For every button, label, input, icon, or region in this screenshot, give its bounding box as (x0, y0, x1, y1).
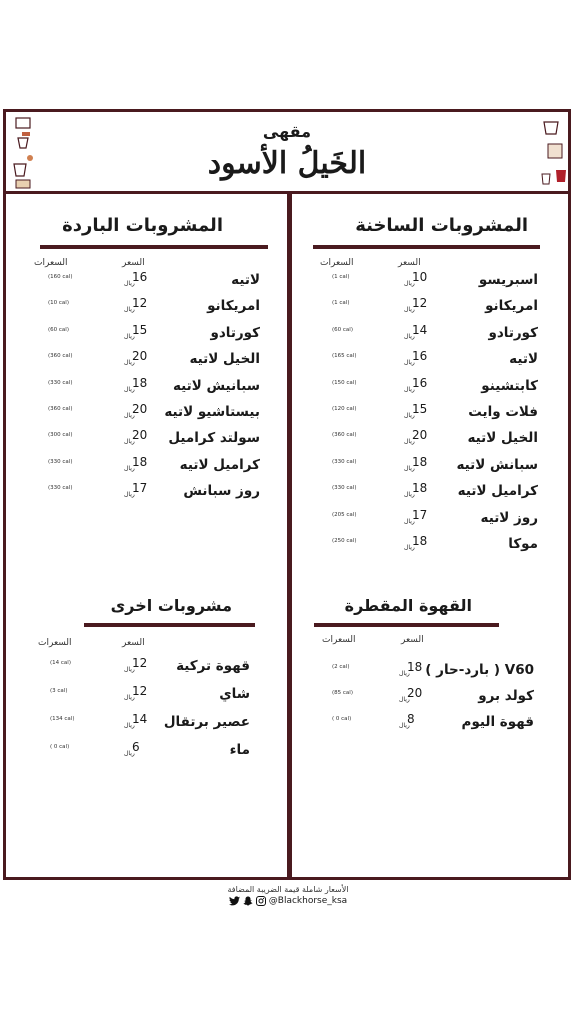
vat-note: الأسعار شاملة قيمة الضريبة المضافة (227, 885, 349, 894)
item-calories: (300 cal) (48, 432, 73, 439)
other-menu-item (6, 714, 568, 738)
other-menu-item (6, 686, 568, 710)
item-name: الخيل لاتيه (467, 430, 538, 447)
hot-price-header: السعر (398, 258, 421, 268)
item-calories: (330 cal) (48, 458, 73, 465)
cold-menu-item (6, 454, 568, 481)
item-price: 15 (132, 322, 148, 337)
item-price: 18 (412, 454, 428, 469)
item-price: 18 (412, 481, 428, 496)
item-name: امريكانو (485, 298, 538, 315)
item-calories: (360 cal) (48, 406, 73, 412)
currency-label: ريال (404, 385, 415, 393)
cold-menu-item (6, 298, 568, 322)
item-price: 18 (132, 454, 148, 469)
item-name: بيستاشيو لاتيه (164, 404, 260, 420)
cold-menu-item (6, 483, 568, 507)
item-calories: (360 cal) (332, 432, 357, 439)
item-calories: (3 cal) (50, 688, 68, 694)
item-name: قهوة تركية (176, 658, 250, 674)
item-name: كراميل لاتيه (179, 456, 260, 473)
currency-label: ريال (124, 385, 135, 393)
item-name: موكا (508, 536, 538, 552)
cold-drinks-bar (40, 245, 268, 249)
item-calories: (330 cal) (332, 485, 357, 492)
item-calories: (330 cal) (48, 379, 73, 386)
cold-menu-item (6, 404, 568, 428)
item-calories: (330 cal) (48, 485, 73, 492)
item-price: 20 (132, 402, 148, 416)
menu-header (6, 112, 568, 194)
currency-label: ريال (404, 280, 415, 287)
other-menu-item (6, 742, 568, 766)
item-calories: (205 cal) (332, 511, 357, 518)
cold-price-header: السعر (122, 258, 145, 268)
item-calories: ( 0 cal) (50, 744, 70, 750)
item-price: 20 (132, 349, 148, 364)
snapchat-icon[interactable] (243, 896, 253, 906)
currency-label: ريال (404, 517, 415, 525)
item-calories: (160 cal) (48, 274, 73, 280)
item-name: فلات وايت (468, 404, 538, 420)
item-calories: (60 cal) (332, 326, 353, 333)
item-calories: (14 cal) (50, 660, 71, 666)
item-price: 18 (412, 534, 428, 548)
currency-label: ريال (399, 722, 410, 729)
cold-menu-item (6, 272, 568, 296)
item-name: قهوة اليوم (461, 714, 534, 730)
currency-label: ريال (399, 670, 410, 677)
twitter-icon[interactable] (229, 896, 240, 906)
item-price: 12 (132, 656, 148, 670)
drip-price-header: السعر (401, 635, 424, 645)
item-calories: (2 cal) (332, 664, 350, 670)
item-name: شاي (219, 686, 250, 702)
item-calories: (85 cal) (332, 690, 353, 696)
currency-label: ريال (124, 491, 135, 499)
item-price: 16 (132, 270, 148, 284)
item-calories: (330 cal) (332, 458, 357, 465)
item-price: 20 (407, 686, 423, 700)
currency-label: ريال (124, 464, 135, 472)
item-price: 12 (132, 296, 148, 311)
item-price: 6 (132, 740, 140, 754)
cold-menu-item (6, 322, 568, 349)
drip-cal-header: السعرات (322, 635, 356, 645)
hot-drinks-title: المشروبات الساخنة (355, 215, 528, 236)
currency-label: ريال (124, 694, 135, 701)
currency-label: ريال (124, 750, 135, 757)
hot-menu-item (6, 507, 568, 534)
item-calories: (10 cal) (48, 300, 69, 307)
cold-drinks-title: المشروبات الباردة (62, 215, 223, 236)
cold-cal-header: السعرات (34, 258, 68, 268)
item-name: كورتادو (488, 324, 538, 341)
item-calories: (150 cal) (332, 379, 357, 386)
item-name: سبانش لاتيه (456, 456, 538, 473)
cold-menu-item (6, 430, 568, 454)
hot-drinks-bar (313, 245, 540, 249)
hot-menu-item (6, 536, 568, 560)
cold-menu-item (6, 351, 568, 375)
instagram-icon[interactable] (256, 896, 266, 906)
item-calories: (134 cal) (50, 716, 75, 722)
currency-label: ريال (404, 306, 415, 314)
item-name: لاتيه (509, 351, 538, 368)
currency-label: ريال (124, 438, 135, 446)
drip-coffee-title: القهوة المقطرة (344, 596, 472, 615)
social-bar (0, 896, 576, 906)
currency-label: ريال (124, 722, 135, 729)
item-price: 12 (132, 684, 148, 698)
item-price: 12 (412, 296, 428, 311)
item-price: 16 (412, 375, 428, 390)
cafe-label: مقهى (262, 122, 312, 141)
currency-label: ريال (399, 696, 410, 703)
item-price: 16 (412, 349, 428, 364)
currency-label: ريال (404, 438, 415, 446)
menu-frame (3, 109, 571, 880)
currency-label: ريال (124, 306, 135, 314)
item-price: 8 (407, 712, 415, 726)
other-drinks-title: مشروبات اخرى (110, 596, 232, 615)
cafe-name: الخَيلُ الأسود (207, 146, 367, 181)
currency-label: ريال (404, 491, 415, 499)
other-drinks-bar (84, 623, 255, 627)
other-cal-header: السعرات (38, 638, 72, 648)
currency-label: ريال (404, 544, 415, 551)
currency-label: ريال (404, 464, 415, 472)
currency-label: ريال (404, 359, 415, 367)
other-price-header: السعر (122, 638, 145, 648)
hot-cal-header: السعرات (320, 258, 354, 268)
currency-label: ريال (124, 666, 135, 673)
item-calories: (60 cal) (48, 326, 69, 333)
item-price: 18 (132, 375, 148, 390)
item-calories: (120 cal) (332, 406, 357, 412)
item-price: 18 (407, 660, 423, 674)
item-price: 14 (412, 322, 428, 337)
item-name: سولتد كراميل (168, 430, 260, 447)
item-name: روز سبانش (183, 483, 260, 500)
item-name: V60 ( بارد-حار ) (425, 662, 534, 678)
item-name: كولد برو (478, 688, 534, 704)
item-calories: (360 cal) (48, 353, 73, 360)
item-name: لاتيه (231, 272, 260, 288)
social-handle[interactable]: @Blackhorse_ksa (268, 896, 348, 906)
item-price: 17 (412, 507, 428, 522)
item-price: 17 (132, 481, 148, 496)
item-name: كراميل لاتيه (457, 483, 538, 500)
item-name: ماء (229, 742, 250, 758)
other-menu-item (6, 658, 568, 682)
currency-label: ريال (124, 280, 135, 287)
item-price: 20 (132, 428, 148, 443)
item-name: الخيل لاتيه (189, 351, 260, 368)
item-price: 20 (412, 428, 428, 443)
currency-label: ريال (124, 359, 135, 367)
item-price: 15 (412, 402, 428, 416)
item-name: امريكانو (207, 298, 260, 315)
item-price: 10 (412, 270, 428, 284)
item-calories: (250 cal) (332, 538, 357, 544)
item-name: اسبريسو (478, 272, 538, 288)
item-name: روز لاتيه (480, 509, 538, 526)
item-calories: (165 cal) (332, 353, 357, 360)
currency-label: ريال (404, 332, 415, 340)
item-name: عصير برتقال (163, 714, 250, 730)
currency-label: ريال (404, 412, 415, 419)
item-price: 14 (132, 712, 148, 726)
currency-label: ريال (124, 332, 135, 340)
item-name: كابتشينو (481, 377, 538, 394)
item-name: سبانيش لاتيه (172, 377, 260, 394)
cold-menu-item (6, 375, 568, 402)
item-name: كورتادو (210, 324, 260, 341)
item-calories: (1 cal) (332, 300, 350, 307)
currency-label: ريال (124, 412, 135, 419)
item-calories: ( 0 cal) (332, 716, 352, 722)
drip-coffee-bar (314, 623, 499, 627)
item-calories: (1 cal) (332, 274, 350, 280)
